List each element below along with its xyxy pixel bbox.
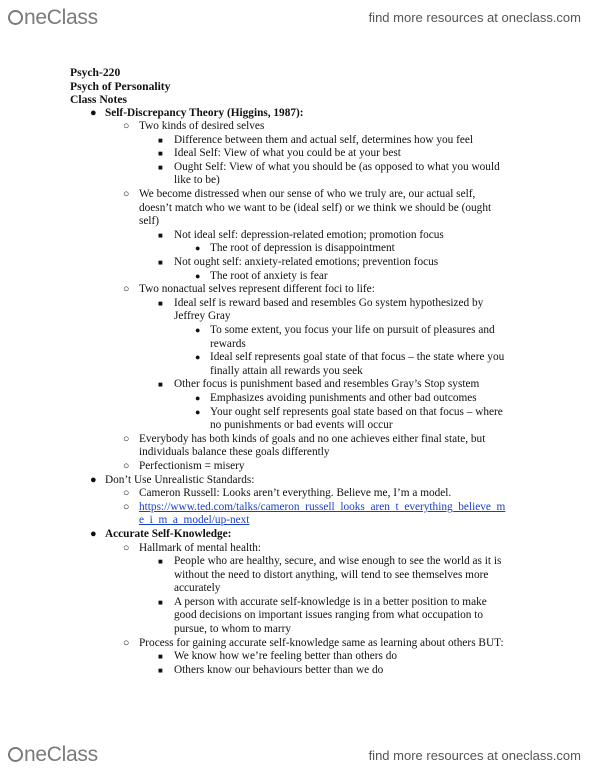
bullet-disc-icon: ●: [195, 270, 201, 281]
list-item: ○ Two nonactual selves represent different foci to life:: [123, 283, 375, 296]
list-item: ● The root of depression is disappointment: [195, 242, 395, 255]
list-item: ○ Process for gaining accurate self-knowledge same as learning about others BUT:: [123, 636, 504, 649]
bullet-disc-icon: ●: [195, 325, 201, 335]
document-body: [70, 66, 570, 677]
list-item: ■ We know how we’re feeling better than others do: [158, 650, 398, 663]
list-item: ○ Two kinds of desired selves: [123, 120, 265, 133]
course-subject: Psych of Personality: [70, 79, 171, 93]
list-item: ● To some extent, you focus your life on pursuit of pleasures and rewards: [195, 324, 495, 350]
bullet-disc-icon: ●: [195, 392, 201, 403]
bullet-square-icon: ■: [158, 557, 163, 567]
bullet-circle-icon: ○: [123, 284, 130, 296]
list-item: ■ People who are healthy, secure, and wise enough to see the world as it is without the need to distort anything, will tend to see themselves more accurately: [158, 555, 502, 595]
bullet-circle-icon: ○: [123, 542, 130, 554]
list-item: ○ Cameron Russell: Looks aren’t everything. Believe me, I’m a model.: [123, 487, 452, 500]
list-item: ● Your ought self represents goal state based on that focus – where no punishments or bad events will occur: [195, 405, 503, 432]
bullet-disc-icon: ●: [90, 106, 97, 119]
bullet-circle-icon: ○: [123, 433, 130, 445]
list-item: ■ Ideal Self: View of what you could be at your best: [158, 147, 401, 160]
bullet-disc-icon: ●: [90, 473, 97, 486]
list-item: ● Ideal self represents goal state of that focus – the state where you finally attain all rewards you seek: [195, 351, 505, 377]
list-item: ● Self-Discrepancy Theory (Higgins, 1987):: [90, 106, 304, 119]
list-item: ■ A person with accurate self-knowledge is in a better position to make good decisions on important issues ranging from what occupation to pursue, to whom to marry: [158, 595, 487, 636]
list-item: ○ Everybody has both kinds of goals and no one achieves either final state, but individuals balance these goals differently: [123, 432, 486, 459]
tagline: find more resources at oneclass.com: [368, 10, 581, 25]
logo-ring-icon: [8, 747, 23, 762]
logo-text: neClass: [24, 6, 98, 29]
bullet-disc-icon: ●: [195, 352, 201, 363]
list-item: ■ Other focus is punishment based and resembles Gray’s Stop system: [158, 378, 480, 391]
bullet-circle-icon: ○: [123, 501, 130, 513]
bullet-circle-icon: ○: [123, 637, 130, 649]
tagline-footer: find more resources at oneclass.com: [368, 748, 581, 763]
list-item: ■ Ideal self is reward based and resembles Go system hypothesized by Jeffrey Gray: [158, 296, 484, 323]
list-item: [70, 501, 510, 528]
bullet-square-icon: ■: [158, 298, 163, 308]
bullet-square-icon: ■: [158, 258, 163, 268]
bullet-disc-icon: ●: [195, 243, 201, 254]
bullet-disc-icon: ●: [195, 406, 201, 417]
list-item: ○ Hallmark of mental health:: [123, 541, 262, 554]
bullet-square-icon: ■: [158, 665, 163, 675]
bullet-square-icon: ■: [158, 230, 163, 240]
logo-ring-icon: [8, 10, 23, 25]
notes-list: [70, 107, 570, 678]
oneclass-logo-footer: [8, 743, 98, 767]
list-item: ● Emphasizes avoiding punishments and other bad outcomes: [195, 391, 477, 404]
bullet-circle-icon: ○: [123, 121, 130, 133]
list-item: ● The root of anxiety is fear: [195, 269, 328, 282]
bullet-circle-icon: ○: [123, 488, 130, 500]
bullet-square-icon: ■: [158, 135, 163, 145]
list-item: ● Accurate Self-Knowledge:: [90, 527, 232, 540]
course-code: Psych-220: [70, 66, 121, 79]
oneclass-logo: [8, 6, 98, 30]
bullet-circle-icon: ○: [123, 189, 130, 201]
bullet-square-icon: ■: [158, 652, 163, 662]
list-item: ■ Ought Self: View of what you should be (as opposed to what you would like to be): [158, 160, 500, 187]
list-item: ● Don’t Use Unrealistic Standards:: [90, 473, 255, 486]
bullet-square-icon: ■: [158, 380, 163, 390]
list-item: ■ Others know our behaviours better than we do: [158, 663, 384, 676]
list-item: ■ Difference between them and actual self, determines how you feel: [158, 133, 474, 146]
logo-text: neClass: [24, 743, 98, 766]
bullet-square-icon: ■: [158, 597, 163, 607]
list-item: ■ Not ideal self: depression-related emotion; promotion focus: [158, 228, 444, 241]
bullet-disc-icon: ●: [90, 527, 97, 540]
ted-talk-link[interactable]: https://www.ted.com/talks/cameron_russell_looks_aren_t_everything_believe_me_i_m_a_model/up-next: [139, 500, 506, 527]
list-item: ■ Not ought self: anxiety-related emotions; prevention focus: [158, 256, 439, 269]
list-item: ○ We become distressed when our sense of who we truly are, our actual self, doesn’t match who we want to be (ideal self) or we think we should be (ought self): [123, 188, 492, 228]
bullet-square-icon: ■: [158, 162, 163, 172]
bullet-square-icon: ■: [158, 149, 163, 159]
doc-type: Class Notes: [70, 93, 128, 106]
list-item: ○ Perfectionism = misery: [123, 459, 245, 472]
bullet-circle-icon: ○: [123, 460, 130, 472]
